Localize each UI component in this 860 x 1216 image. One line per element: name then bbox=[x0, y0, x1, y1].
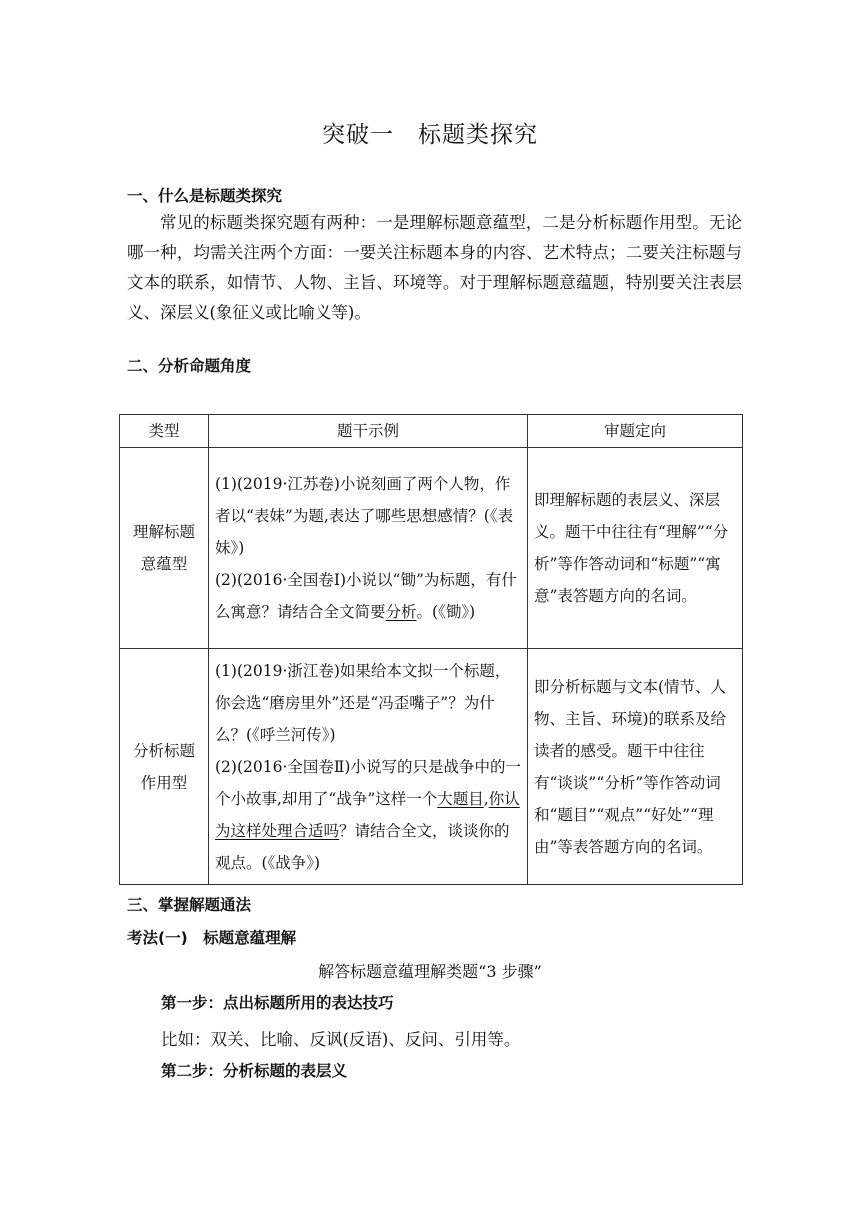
page-title: 突破一 标题类探究 bbox=[322, 122, 538, 148]
example-text bbox=[215, 751, 521, 879]
example-text-part: (2)(2016·全国卷Ⅱ)小说写的只是战争中的一个小故事,却用了“战争”这样一个 bbox=[215, 757, 521, 808]
step-1-text: 比如：双关、比喻、反讽(反语)、反问、引用等。 bbox=[161, 1030, 521, 1049]
table-row bbox=[120, 649, 743, 885]
example-text-part: ？请结合全文，谈谈你的观点。(《战争》) bbox=[215, 821, 510, 872]
example-text-part: 。(《锄》) bbox=[416, 603, 476, 621]
example-text: (1)(2019·江苏卷)小说刻画了两个人物，作者以“表妹”为题,表达了哪些思想感情？(《表妹》) bbox=[215, 475, 514, 557]
analysis-table bbox=[119, 414, 743, 885]
example-cell bbox=[209, 448, 528, 649]
section-heading-3: 三、掌握解题通法 bbox=[127, 896, 252, 914]
section-heading-1: 一、什么是标题类探究 bbox=[127, 187, 283, 205]
method-heading: 考法(一) 标题意蕴理解 bbox=[127, 929, 297, 947]
table-header: 审题定向 bbox=[528, 415, 743, 448]
example-text: (1)(2019·浙江卷)如果给本文拟一个标题，你会选“磨房里外”还是“冯歪嘴子”？为什么？(《呼兰河传》) bbox=[215, 661, 511, 744]
example-cell bbox=[209, 649, 528, 885]
underlined-text: 大题目 bbox=[437, 789, 484, 808]
example-text-part: , bbox=[483, 789, 489, 808]
table-header-row bbox=[120, 415, 743, 448]
example-text bbox=[215, 564, 521, 628]
type-cell: 理解标题意蕴型 bbox=[120, 448, 209, 649]
steps-title: 解答标题意蕴理解类题“3 步骤” bbox=[318, 962, 542, 981]
underlined-text: 分析 bbox=[385, 603, 417, 621]
step-2-heading: 第二步：分析标题的表层义 bbox=[161, 1062, 348, 1080]
table-header: 题干示例 bbox=[209, 415, 528, 448]
intro-paragraph: 常见的标题类探究题有两种：一是理解标题意蕴型，二是分析标题作用型。无论哪一种，均需关注两个方面：一要关注标题本身的内容、艺术特点；二要关注标题与文本的联系，如情节、人物、主旨、环境等。对于理解标题意蕴题，特别要关注表层义、深层义(象征义或比喻义等)。 bbox=[127, 213, 742, 322]
type-cell: 分析标题作用型 bbox=[120, 649, 209, 885]
step-1-heading: 第一步：点出标题所用的表达技巧 bbox=[161, 994, 394, 1012]
table-header: 类型 bbox=[120, 415, 209, 448]
underlined-text: 你认为这样处理合适吗 bbox=[215, 789, 520, 840]
table-row bbox=[120, 448, 743, 649]
section-heading-2: 二、分析命题角度 bbox=[127, 357, 252, 375]
direction-cell: 即分析标题与文本(情节、人物、主旨、环境)的联系及给读者的感受。题干中往往有“谈谈”“分析”等作答动词和“题目”“观点”“好处”“理由”等表答题方向的名词。 bbox=[528, 649, 743, 885]
example-text-part: (2)(2016·全国卷Ⅰ)小说以“锄”为标题，有什么寓意？请结合全文简要 bbox=[215, 571, 517, 621]
direction-cell: 即理解标题的表层义、深层义。题干中往往有“理解”“分析”等作答动词和“标题”“寓意”表答题方向的名词。 bbox=[528, 448, 743, 649]
